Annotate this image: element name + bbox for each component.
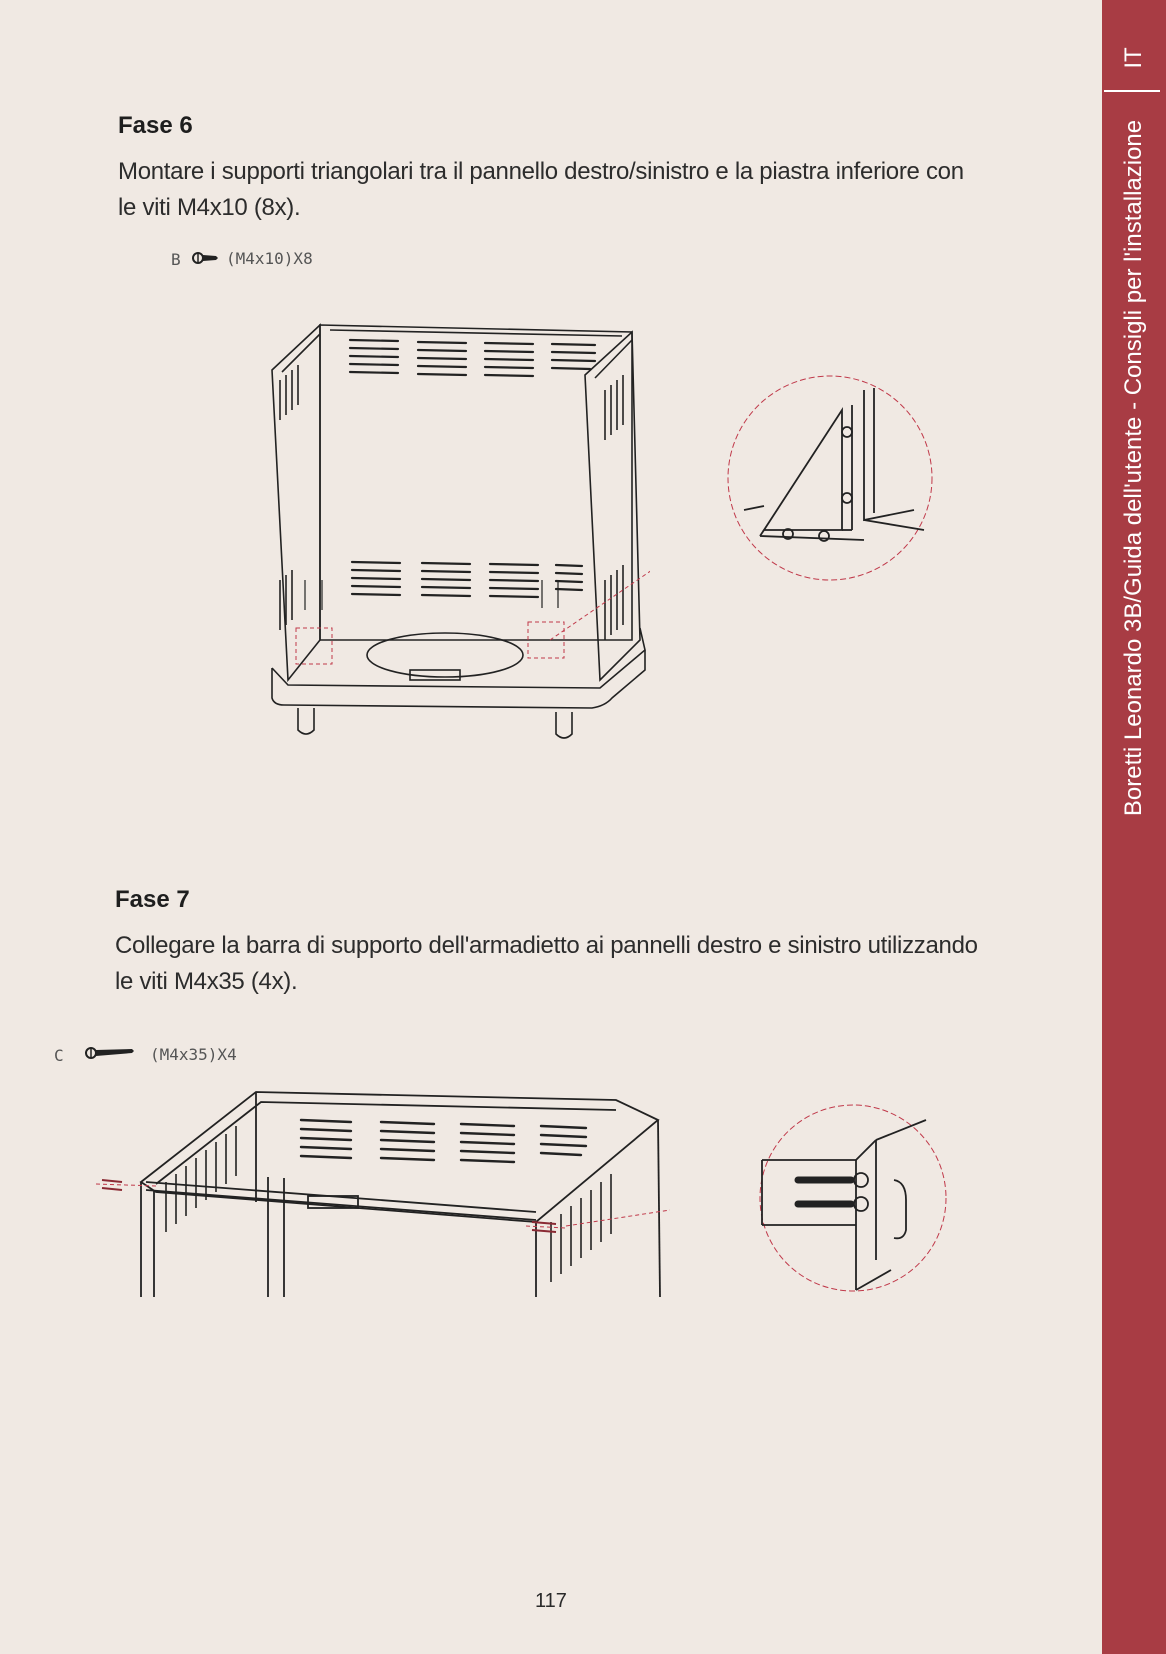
screw-short-icon: [192, 249, 220, 267]
step-7-heading: Fase 7: [115, 886, 190, 913]
screw-long-icon: [84, 1045, 136, 1061]
language-label: IT: [1120, 47, 1147, 69]
step-6-part-letter: B: [171, 250, 181, 269]
step-7-part-letter: C: [54, 1046, 64, 1065]
step-6-cabinet-illustration: [260, 310, 650, 740]
step-6-part-spec: (M4x10)X8: [226, 249, 313, 268]
sidebar: [1102, 0, 1166, 1654]
document-title: Boretti Leonardo 3B/Guida dell'utente - Consigli per l'installazione: [1120, 119, 1147, 817]
page-number: 117: [535, 1590, 567, 1612]
step-7-bar-detail: [756, 1100, 950, 1296]
step-7-part-spec: (M4x35)X4: [150, 1045, 237, 1064]
step-6-heading: Fase 6: [118, 112, 193, 139]
step-6-text: Montare i supporti triangolari tra il pannello destro/sinistro e la piastra inferiore con le viti M4x10 (8x).: [118, 158, 964, 221]
step-6-bracket-detail: [724, 370, 936, 586]
step-7-cabinet-illustration: [96, 1082, 670, 1300]
step-7-text: Collegare la barra di supporto dell'armadietto ai pannelli destro e sinistro utilizzando le viti M4x35 (4x).: [115, 932, 978, 995]
